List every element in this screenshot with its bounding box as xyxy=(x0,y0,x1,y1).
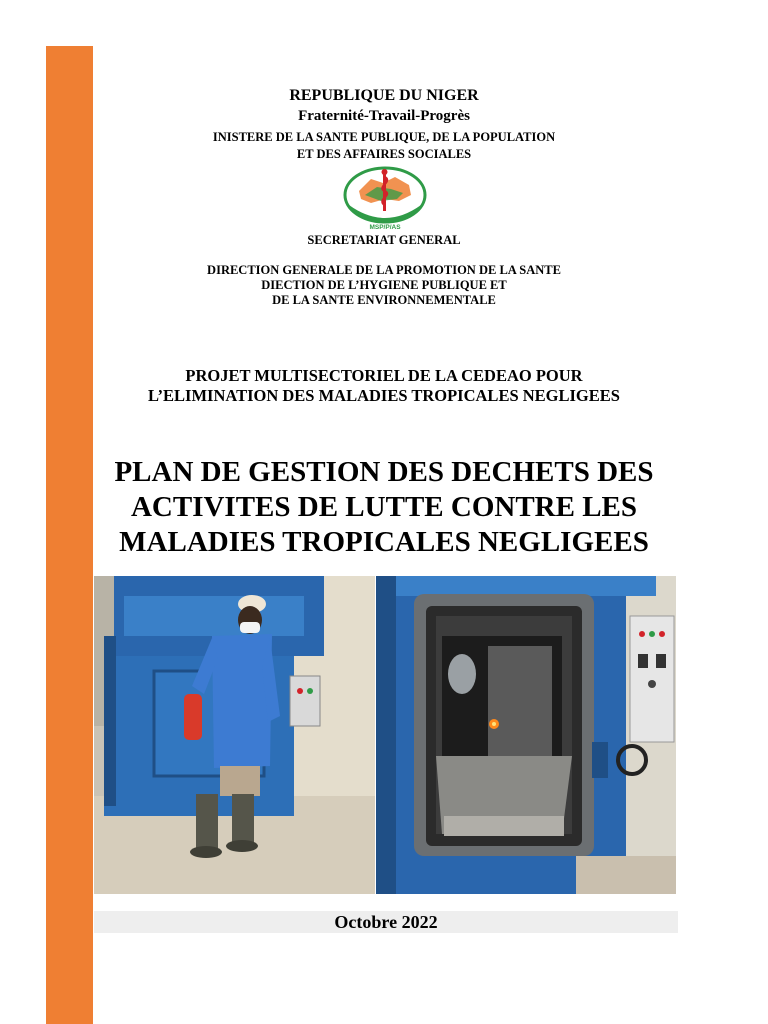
ministry-line-1: INISTERE DE LA SANTE PUBLIQUE, DE LA POPULATION xyxy=(212,130,556,144)
direction-line-3: DE LA SANTE ENVIRONNEMENTALE xyxy=(272,293,496,307)
document-title-line-2: ACTIVITES DE LUTTE CONTRE LES xyxy=(130,491,638,523)
orange-side-bar xyxy=(46,46,93,1024)
republic-heading: REPUBLIQUE DU NIGER xyxy=(289,87,479,104)
incinerator-worker-photo xyxy=(94,576,375,894)
project-title-line-1: PROJET MULTISECTORIEL DE LA CEDEAO POUR xyxy=(185,366,583,385)
ministry-line-2: ET DES AFFAIRES SOCIALES xyxy=(296,147,472,161)
publication-date: Octobre 2022 xyxy=(334,912,438,932)
secretariat-heading: SECRETARIAT GENERAL xyxy=(307,233,461,247)
direction-line-2: DIECTION DE L’HYGIENE PUBLIQUE ET xyxy=(261,278,507,292)
document-title-line-3: MALADIES TROPICALES NEGLIGEES xyxy=(119,526,649,558)
logo-acronym: MSP/P/AS xyxy=(369,224,401,231)
national-motto: Fraternité-Travail-Progrès xyxy=(298,108,470,124)
incinerator-door-photo xyxy=(376,576,676,894)
ministry-logo xyxy=(341,165,429,233)
project-title-line-2: L’ELIMINATION DES MALADIES TROPICALES NEGLIGEES xyxy=(148,386,620,405)
document-title-line-1: PLAN DE GESTION DES DECHETS DES xyxy=(114,456,654,488)
direction-line-1: DIRECTION GENERALE DE LA PROMOTION DE LA SANTE xyxy=(207,263,561,277)
